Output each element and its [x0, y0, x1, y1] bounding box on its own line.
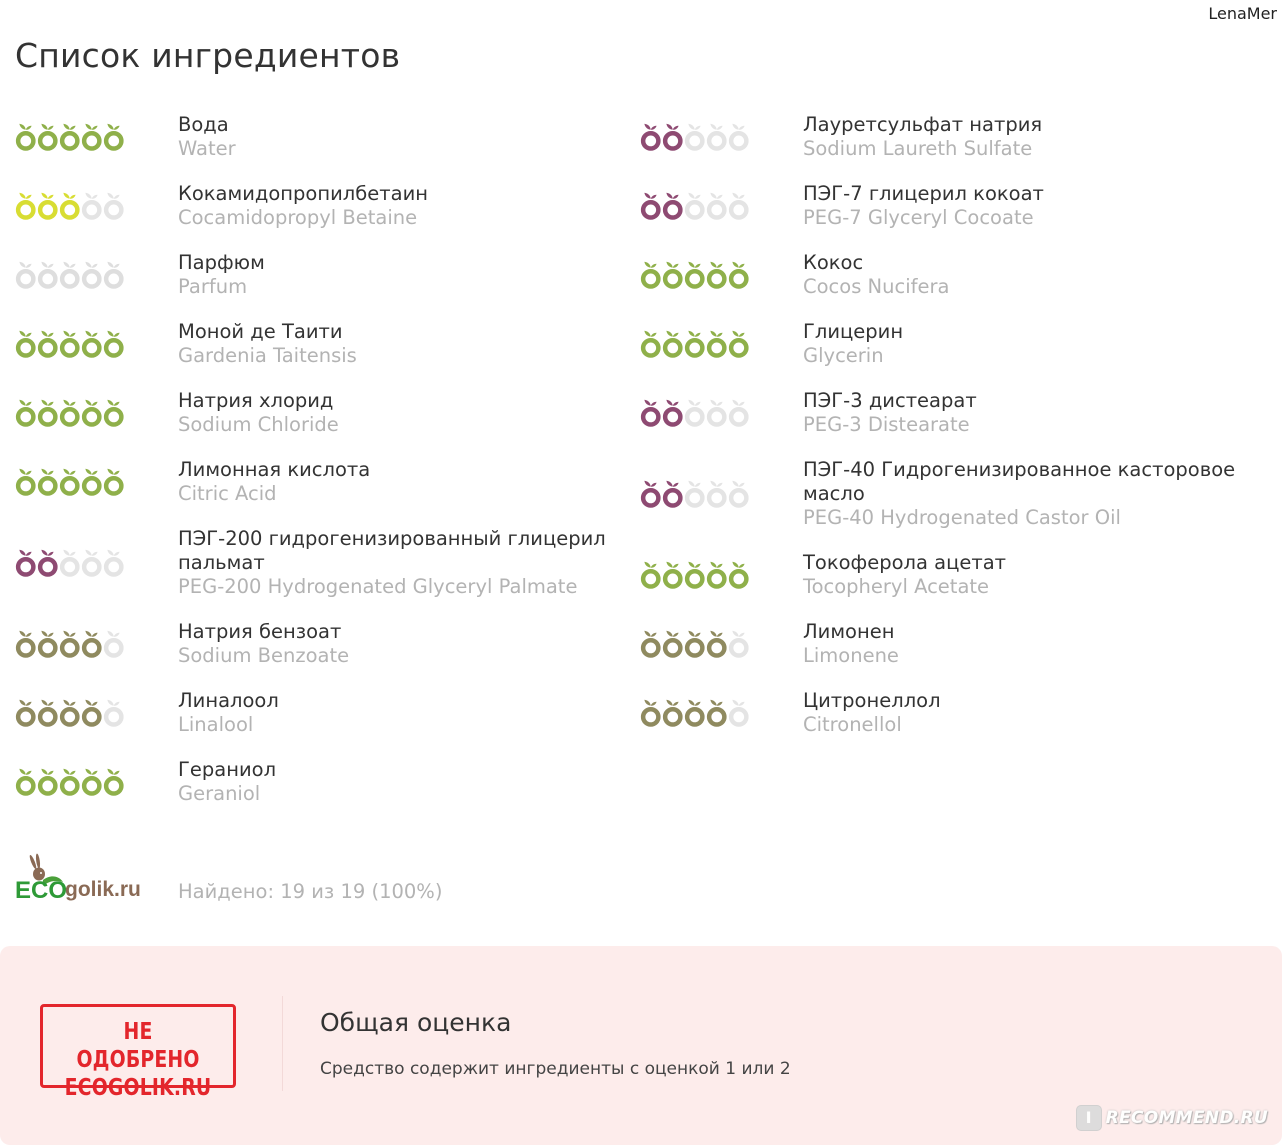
ingredient-name-ru[interactable]: Вода — [178, 113, 229, 136]
ingredient-rating — [640, 478, 803, 510]
ingredient-name-ru[interactable]: Моной де Таити — [178, 320, 343, 343]
rating-drop-icon — [728, 697, 750, 729]
rating-drop-icon — [103, 121, 125, 153]
rating-drop-icon — [81, 547, 103, 579]
ingredient-item[interactable] — [15, 758, 635, 806]
rating-drop-icon — [59, 466, 81, 498]
rating-drop-icon — [103, 697, 125, 729]
rating-drop-icon — [640, 628, 662, 660]
rating-drop-icon — [662, 397, 684, 429]
ingredient-names — [178, 527, 635, 599]
rating-drop-icon — [59, 397, 81, 429]
ingredient-rating — [15, 766, 178, 798]
not-approved-stamp — [40, 1004, 236, 1101]
rating-drop-icon — [640, 190, 662, 222]
rating-drop-icon — [37, 766, 59, 798]
ingredient-item[interactable] — [640, 182, 1280, 230]
rating-drop-icon — [684, 259, 706, 291]
rating-drop-icon — [684, 121, 706, 153]
rating-drop-icon — [59, 766, 81, 798]
rating-drop-icon — [59, 628, 81, 660]
ingredient-name-en: Tocopheryl Acetate — [803, 575, 990, 598]
ingredient-name-ru[interactable]: Токоферола ацетат — [803, 551, 1007, 574]
ingredient-rating — [640, 121, 803, 153]
ingredient-item[interactable] — [640, 551, 1280, 599]
ingredient-names — [178, 389, 635, 437]
rating-drop-icon — [662, 628, 684, 660]
ecogolik-logo[interactable] — [15, 852, 155, 908]
rating-drop-icon — [103, 766, 125, 798]
rating-drop-icon — [81, 697, 103, 729]
ingredient-item[interactable] — [640, 389, 1280, 437]
ingredient-item[interactable] — [15, 458, 635, 506]
ingredient-name-en: Parfum — [178, 275, 248, 298]
rating-drop-icon — [15, 466, 37, 498]
rating-drop-icon — [728, 559, 750, 591]
logo-golik-text: golik.ru — [65, 878, 141, 901]
rating-drop-icon — [684, 628, 706, 660]
ingredient-item[interactable] — [640, 113, 1280, 161]
rating-drop-icon — [15, 121, 37, 153]
rating-drop-icon — [640, 121, 662, 153]
rating-drop-icon — [662, 559, 684, 591]
ingredient-rating — [15, 259, 178, 291]
ingredient-name-en: Sodium Benzoate — [178, 644, 350, 667]
ingredient-rating — [15, 328, 178, 360]
rating-drop-icon — [684, 328, 706, 360]
ingredient-names — [178, 182, 635, 230]
rating-drop-icon — [37, 547, 59, 579]
ingredient-names — [178, 458, 635, 506]
rating-drop-icon — [662, 328, 684, 360]
logo-eco-text: ECO — [15, 877, 68, 904]
rating-drop-icon — [706, 259, 728, 291]
ingredient-name-ru[interactable]: Натрия бензоат — [178, 620, 342, 643]
rating-drop-icon — [37, 328, 59, 360]
ingredient-names — [803, 320, 1280, 368]
ingredient-name-en: Sodium Laureth Sulfate — [803, 137, 1033, 160]
rating-drop-icon — [728, 397, 750, 429]
ingredient-names — [803, 251, 1280, 299]
recommend-watermark — [1076, 1105, 1268, 1131]
ingredient-item[interactable] — [15, 113, 635, 161]
rating-drop-icon — [15, 547, 37, 579]
rating-drop-icon — [37, 397, 59, 429]
rating-drop-icon — [59, 328, 81, 360]
ingredient-name-en: PEG-200 Hydrogenated Glyceryl Palmate — [178, 575, 578, 598]
ingredient-name-en: Cocos Nucifera — [803, 275, 950, 298]
ingredient-item[interactable] — [15, 320, 635, 368]
rating-drop-icon — [15, 190, 37, 222]
rating-drop-icon — [684, 697, 706, 729]
ingredient-name-ru[interactable]: ПЭГ-40 Гидрогенизированное касторовое масло — [803, 458, 1236, 505]
rating-drop-icon — [81, 259, 103, 291]
ingredient-rating — [640, 628, 803, 660]
ingredient-item[interactable] — [640, 620, 1280, 668]
ingredient-name-ru[interactable]: Глицерин — [803, 320, 904, 343]
rating-drop-icon — [59, 190, 81, 222]
rating-drop-icon — [81, 466, 103, 498]
rating-drop-icon — [37, 466, 59, 498]
ingredient-name-ru[interactable]: Кокос — [803, 251, 864, 274]
rating-drop-icon — [640, 559, 662, 591]
rating-drop-icon — [640, 328, 662, 360]
ingredient-rating — [640, 259, 803, 291]
ingredient-name-en: Sodium Chloride — [178, 413, 339, 436]
ingredient-name-ru[interactable]: Гераниол — [178, 758, 277, 781]
ingredient-name-en: Citric Acid — [178, 482, 277, 505]
rating-drop-icon — [640, 397, 662, 429]
rating-drop-icon — [662, 697, 684, 729]
rating-drop-icon — [684, 478, 706, 510]
rating-drop-icon — [103, 547, 125, 579]
recommend-logo-icon: I — [1076, 1105, 1102, 1131]
ingredient-rating — [640, 397, 803, 429]
ingredient-rating — [15, 628, 178, 660]
ingredient-name-ru[interactable]: ПЭГ-3 дистеарат — [803, 389, 977, 412]
ingredient-item[interactable] — [640, 320, 1280, 368]
rating-drop-icon — [37, 190, 59, 222]
page-title: Список ингредиентов — [15, 36, 401, 75]
stamp-line-2: ECOGOLIK.RU — [64, 1075, 212, 1101]
rating-drop-icon — [15, 766, 37, 798]
rating-drop-icon — [81, 190, 103, 222]
rating-drop-icon — [37, 697, 59, 729]
ingredient-rating — [15, 697, 178, 729]
rating-drop-icon — [728, 259, 750, 291]
rating-drop-icon — [640, 697, 662, 729]
rating-drop-icon — [15, 328, 37, 360]
verdict-divider — [282, 996, 283, 1091]
rating-drop-icon — [103, 397, 125, 429]
ingredient-names — [803, 182, 1280, 230]
ingredient-name-en: PEG-3 Distearate — [803, 413, 970, 436]
ingredients-column-right — [640, 113, 1280, 758]
ingredient-item[interactable] — [15, 527, 635, 599]
ingredient-name-ru[interactable]: Парфюм — [178, 251, 265, 274]
rating-drop-icon — [103, 328, 125, 360]
rating-drop-icon — [81, 628, 103, 660]
verdict-text: Средство содержит ингредиенты с оценкой 1 или 2 — [320, 1059, 791, 1079]
rating-drop-icon — [662, 478, 684, 510]
ingredient-names — [803, 113, 1280, 161]
rating-drop-icon — [15, 628, 37, 660]
ingredient-name-ru[interactable]: Лимонная кислота — [178, 458, 371, 481]
rating-drop-icon — [706, 121, 728, 153]
ingredient-item[interactable] — [15, 389, 635, 437]
rating-drop-icon — [59, 259, 81, 291]
ingredient-name-en: Gardenia Taitensis — [178, 344, 357, 367]
rating-drop-icon — [81, 397, 103, 429]
rating-drop-icon — [706, 628, 728, 660]
ingredient-rating — [15, 466, 178, 498]
rating-drop-icon — [706, 559, 728, 591]
rating-drop-icon — [706, 190, 728, 222]
found-count: Найдено: 19 из 19 (100%) — [178, 880, 443, 903]
ingredient-name-en: Glycerin — [803, 344, 884, 367]
ingredients-column-left — [15, 113, 635, 827]
rating-drop-icon — [81, 328, 103, 360]
rating-drop-icon — [81, 121, 103, 153]
ingredient-name-en: Linalool — [178, 713, 254, 736]
rating-drop-icon — [728, 328, 750, 360]
ingredient-name-en: Cocamidopropyl Betaine — [178, 206, 418, 229]
rating-drop-icon — [59, 121, 81, 153]
ingredient-names — [803, 689, 1280, 737]
ingredient-names — [803, 620, 1280, 668]
ingredient-names — [178, 758, 635, 806]
watermark-text: RECOMMEND.RU — [1105, 1108, 1268, 1128]
rating-drop-icon — [59, 697, 81, 729]
rating-drop-icon — [640, 478, 662, 510]
ingredient-rating — [640, 190, 803, 222]
verdict-title: Общая оценка — [320, 1008, 512, 1037]
ingredient-item[interactable] — [15, 620, 635, 668]
ingredient-names — [178, 689, 635, 737]
ingredient-rating — [15, 190, 178, 222]
ingredient-name-ru[interactable]: Натрия хлорид — [178, 389, 334, 412]
rating-drop-icon — [728, 190, 750, 222]
rating-drop-icon — [662, 259, 684, 291]
ingredient-item[interactable] — [640, 458, 1280, 530]
rating-drop-icon — [59, 547, 81, 579]
ingredient-name-ru[interactable]: Лауретсульфат натрия — [803, 113, 1043, 136]
ingredient-name-ru[interactable]: Кокамидопропилбетаин — [178, 182, 428, 205]
ingredient-names — [803, 551, 1280, 599]
rating-drop-icon — [37, 628, 59, 660]
ingredient-name-en: Limonene — [803, 644, 899, 667]
ingredient-names — [803, 458, 1280, 530]
rating-drop-icon — [103, 466, 125, 498]
rating-drop-icon — [684, 190, 706, 222]
rating-drop-icon — [103, 259, 125, 291]
rating-drop-icon — [15, 397, 37, 429]
rating-drop-icon — [15, 259, 37, 291]
rating-drop-icon — [662, 190, 684, 222]
rating-drop-icon — [706, 697, 728, 729]
ingredient-name-en: Geraniol — [178, 782, 261, 805]
rating-drop-icon — [706, 328, 728, 360]
ingredient-name-ru[interactable]: Линалоол — [178, 689, 279, 712]
ingredient-item[interactable] — [15, 182, 635, 230]
rating-drop-icon — [37, 259, 59, 291]
rating-drop-icon — [37, 121, 59, 153]
rating-drop-icon — [706, 397, 728, 429]
ingredient-rating — [640, 559, 803, 591]
rating-drop-icon — [640, 259, 662, 291]
rating-drop-icon — [728, 628, 750, 660]
rating-drop-icon — [103, 628, 125, 660]
ingredient-name-en: PEG-7 Glyceryl Cocoate — [803, 206, 1034, 229]
ingredient-rating — [640, 697, 803, 729]
rating-drop-icon — [728, 121, 750, 153]
ingredient-name-en: PEG-40 Hydrogenated Castor Oil — [803, 506, 1121, 529]
ingredient-name-ru[interactable]: Цитронеллол — [803, 689, 941, 712]
rating-drop-icon — [103, 190, 125, 222]
ingredient-rating — [15, 547, 178, 579]
ingredient-item[interactable] — [640, 689, 1280, 737]
stamp-line-1: НЕ ОДОБРЕНО — [76, 1019, 200, 1073]
ingredient-names — [178, 620, 635, 668]
ingredient-name-ru[interactable]: ПЭГ-7 глицерил кокоат — [803, 182, 1044, 205]
ingredient-name-ru[interactable]: Лимонен — [803, 620, 895, 643]
rating-drop-icon — [728, 478, 750, 510]
rating-drop-icon — [684, 397, 706, 429]
ingredient-rating — [15, 121, 178, 153]
rating-drop-icon — [684, 559, 706, 591]
ingredient-names — [178, 113, 635, 161]
rating-drop-icon — [662, 121, 684, 153]
results-footer — [15, 852, 635, 912]
verdict-panel — [0, 946, 1282, 1145]
ingredient-name-ru[interactable]: ПЭГ-200 гидрогенизированный глицерил пальмат — [178, 527, 606, 574]
rating-drop-icon — [15, 697, 37, 729]
ingredient-item[interactable] — [15, 689, 635, 737]
rating-drop-icon — [81, 766, 103, 798]
rating-drop-icon — [706, 478, 728, 510]
username[interactable]: LenaMer — [1208, 4, 1277, 23]
ingredient-rating — [15, 397, 178, 429]
ingredient-item[interactable] — [640, 251, 1280, 299]
ingredient-names — [178, 251, 635, 299]
ingredient-names — [178, 320, 635, 368]
ingredient-names — [803, 389, 1280, 437]
ingredient-name-en: Water — [178, 137, 236, 160]
ingredient-name-en: Citronellol — [803, 713, 902, 736]
ingredient-rating — [640, 328, 803, 360]
ingredient-item[interactable] — [15, 251, 635, 299]
